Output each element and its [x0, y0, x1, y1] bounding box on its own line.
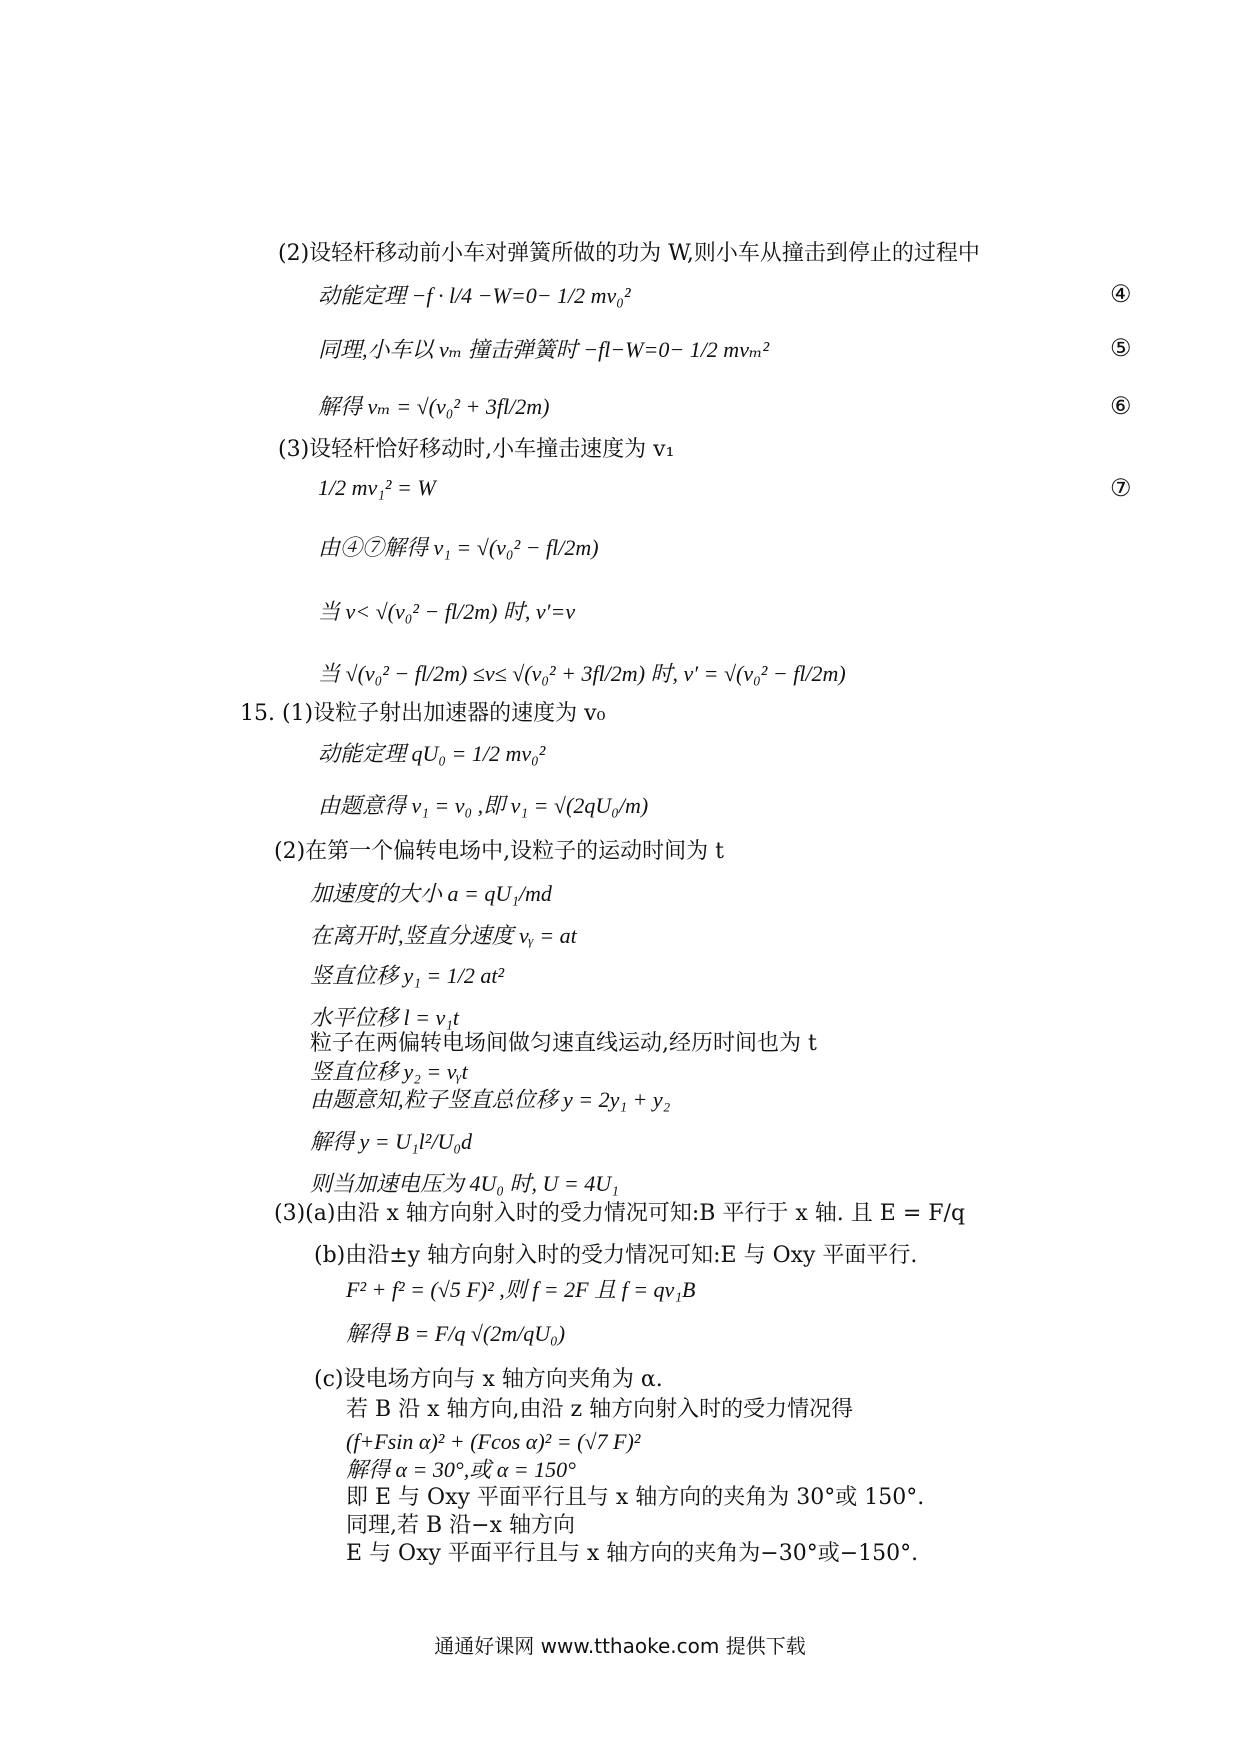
- footer-source: 通通好课网 www.tthaoke.com 提供下载: [434, 1634, 806, 1658]
- equation-B: 解得 B = F/q √(2m/qU₀): [346, 1321, 566, 1346]
- equation-number-7: ⑦: [1110, 474, 1132, 502]
- equation-kinetic-energy-2: 同理,小车以 vₘ 撞击弹簧时 −fl−W=0− 1/2 mvₘ²: [318, 337, 770, 362]
- text-line-33: E 与 Oxy 平面平行且与 x 轴方向的夹角为−30°或−150°.: [346, 1541, 919, 1566]
- equation-v1: 由④⑦解得 v₁ = √(v₀² − fl/2m): [318, 535, 599, 560]
- equation-qU0: 动能定理 qU₀ = 1/2 mv₀²: [318, 741, 546, 766]
- equation-kinetic-energy-1: 动能定理 −f · l/4 −W=0− 1/2 mv₀²: [318, 283, 631, 308]
- text-line-28: 若 B 沿 x 轴方向,由沿 z 轴方向射入时的受力情况得: [346, 1397, 854, 1422]
- equation-vm: 解得 vₘ = √(v₀² + 3fl/2m): [318, 394, 550, 419]
- text-line-24: (b)由沿±y 轴方向射入时的受力情况可知:E 与 Oxy 平面平行.: [314, 1243, 918, 1268]
- equation-l: 水平位移 l = v₁t: [310, 1005, 459, 1030]
- condition-2: 当 √(v₀² − fl/2m) ≤v≤ √(v₀² + 3fl/2m) 时, v′ = √(v₀² − fl/2m): [318, 661, 846, 686]
- condition-1: 当 v< √(v₀² − fl/2m) 时, v′=v: [318, 599, 576, 624]
- equation-work: 1/2 mv₁² = W: [318, 475, 436, 500]
- text-line-1: (2)设轻杆移动前小车对弹簧所做的功为 W,则小车从撞击到停止的过程中: [278, 241, 980, 266]
- equation-y-total: 由题意知,粒子竖直总位移 y = 2y₁ + y₂: [310, 1087, 671, 1112]
- equation-alpha: (f+Fsin α)² + (Fcos α)² = (√7 F)²: [346, 1429, 641, 1454]
- equation-alpha-result: 解得 α = 30°,或 α = 150°: [346, 1457, 576, 1482]
- equation-y-result: 解得 y = U₁l²/U₀d: [310, 1129, 473, 1154]
- equation-number-5: ⑤: [1110, 334, 1132, 362]
- text-line-31: 即 E 与 Oxy 平面平行且与 x 轴方向的夹角为 30°或 150°.: [346, 1485, 925, 1510]
- text-line-10: 15. (1)设粒子射出加速器的速度为 v₀: [240, 701, 606, 726]
- text-line-27: (c)设电场方向与 x 轴方向夹角为 α.: [314, 1367, 663, 1392]
- equation-number-4: ④: [1110, 280, 1132, 308]
- equation-U: 则当加速电压为 4U₀ 时, U = 4U₁: [310, 1171, 619, 1196]
- equation-acceleration: 加速度的大小 a = qU₁/md: [310, 881, 552, 906]
- text-line-5: (3)设轻杆恰好移动时,小车撞击速度为 v₁: [278, 437, 675, 462]
- equation-number-6: ⑥: [1110, 392, 1132, 420]
- text-line-23: (3)(a)由沿 x 轴方向射入时的受力情况可知:B 平行于 x 轴. 且 E = F/q: [274, 1201, 966, 1226]
- equation-v1-v0: 由题意得 v₁ = v₀ ,即 v₁ = √(2qU₀/m): [318, 793, 649, 818]
- equation-y2: 竖直位移 y₂ = vᵧt: [310, 1059, 468, 1084]
- text-line-32: 同理,若 B 沿−x 轴方向: [346, 1513, 575, 1538]
- text-line-18: 粒子在两偏转电场间做匀速直线运动,经历时间也为 t: [310, 1031, 817, 1056]
- equation-y1: 竖直位移 y₁ = 1/2 at²: [310, 963, 505, 988]
- text-line-13: (2)在第一个偏转电场中,设粒子的运动时间为 t: [274, 839, 724, 864]
- equation-f: F² + f² = (√5 F)² ,则 f = 2F 且 f = qv₁B: [346, 1277, 696, 1302]
- equation-vy: 在离开时,竖直分速度 vᵧ = at: [310, 923, 577, 948]
